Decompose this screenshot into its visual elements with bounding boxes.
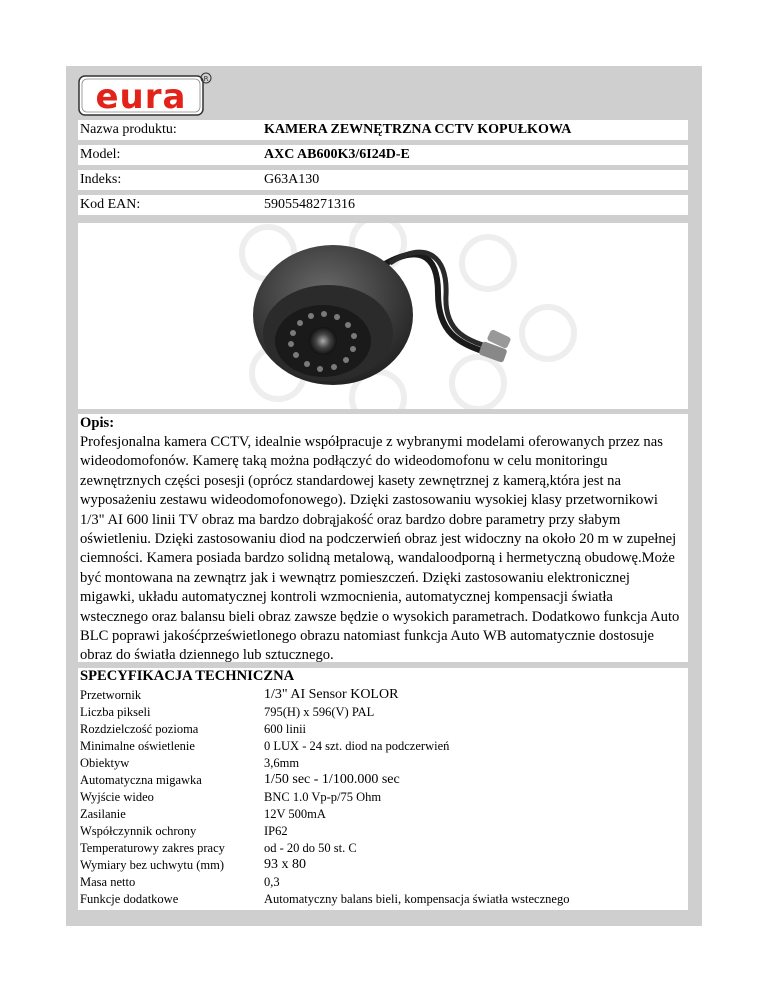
spec-key: Liczba pikseli	[80, 705, 151, 719]
spec-value: 12V 500mA	[264, 807, 326, 821]
dome-camera-image	[78, 223, 688, 409]
spec-key: Rozdzielczość pozioma	[80, 722, 199, 736]
spec-row	[78, 721, 688, 738]
spec-row	[78, 840, 688, 857]
spec-key: Przetwornik	[80, 688, 142, 702]
spec-row	[78, 823, 688, 840]
spec-key: Masa netto	[80, 875, 136, 889]
spec-key: Wyjście wideo	[80, 790, 154, 804]
spec-key: Obiektyw	[80, 756, 130, 770]
spec-key: Funkcje dodatkowe	[80, 892, 179, 906]
product-name-row	[78, 120, 688, 140]
spec-row	[78, 687, 688, 704]
spec-key: Wymiary bez uchwytu (mm)	[80, 858, 224, 872]
product-name-label: Nazwa produktu:	[80, 122, 177, 137]
spec-key: Minimalne oświetlenie	[80, 739, 195, 753]
spec-row	[78, 738, 688, 755]
product-name-value: KAMERA ZEWNĘTRZNA CCTV KOPUŁKOWA	[264, 122, 572, 137]
spec-key: Temperaturowy zakres pracy	[80, 841, 225, 855]
ean-value: 5905548271316	[264, 197, 355, 212]
index-value: G63A130	[264, 172, 320, 187]
model-row	[78, 145, 688, 165]
svg-text:eura: eura	[95, 77, 187, 116]
spec-value: od - 20 do 50 st. C	[264, 841, 357, 855]
spec-key: Współczynnik ochrony	[80, 824, 197, 838]
model-value: AXC AB600K3/6I24D-E	[264, 147, 410, 162]
spec-row	[78, 755, 688, 772]
ean-row	[78, 195, 688, 215]
description-title: Opis:	[80, 415, 115, 431]
description-text: Profesjonalna kamera CCTV, idealnie współpracuje z wybranymi modelami oferowanych przez nas wideodomofonów. Kamerę taką można podłączyć do wideodomofonu w celu monitoringu zewnętrznych części posesji (oprócz standardowej kasety zewnętrznej z kamerą,która jest na wyposażeniu zestawu wideodomofonowego). Dzięki zastosowaniu wysokiej klasy przetwornikowi 1/3" AI 600 linii TV obraz ma bardzo dobrąjakość oraz bardzo dobre parametry przy słabym oświetleniu. Dzięki zastosowaniu diod na podczerwień obraz jest widoczny na około 20 m w zupełnej ciemności. Kamera posiada bardzo solidną metalową, wandaloodporną i hermetyczną obudowę.Może być montowana na zewnątrz jak i wewnątrz pomieszczeń. Dzięki zastosowaniu elektronicznej migawki, układu automatycznej kontroli wzmocnienia, automatycznej kompensacji światła wstecznego oraz balansu bieli obraz zawsze będzie o wysokich parametrach. Dodatkowo funkcja Auto BLC poprawi jakośćprześwietlonego obrazu natomiast funkcja Auto WB automatycznie dostosuje obraz do światła dziennego lub sztucznego.	[80, 434, 680, 664]
spec-value: IP62	[264, 824, 288, 838]
spec-value: 795(H) x 596(V) PAL	[264, 705, 375, 719]
eura-logo	[78, 72, 212, 116]
description-section	[78, 414, 688, 662]
camera-lens	[309, 327, 337, 355]
spec-value: 1/50 sec - 1/100.000 sec	[264, 772, 400, 787]
ean-label: Kod EAN:	[80, 197, 141, 212]
spec-section	[78, 668, 688, 910]
spec-value: 93 x 80	[264, 857, 306, 872]
spec-row	[78, 857, 688, 874]
index-label: Indeks:	[80, 172, 122, 187]
spec-value: 600 linii	[264, 722, 307, 736]
spec-title: SPECYFIKACJA TECHNICZNA	[80, 668, 295, 684]
product-photo	[78, 223, 688, 409]
spec-key: Automatyczna migawka	[80, 773, 202, 787]
spec-row	[78, 772, 688, 789]
spec-value: BNC 1.0 Vp-p/75 Ohm	[264, 790, 382, 804]
spec-row	[78, 806, 688, 823]
spec-row	[78, 704, 688, 721]
spec-value: 1/3" AI Sensor KOLOR	[264, 687, 399, 702]
index-row	[78, 170, 688, 190]
spec-value: 0,3	[264, 875, 280, 889]
svg-text:R: R	[203, 75, 209, 83]
spec-key: Zasilanie	[80, 807, 126, 821]
model-label: Model:	[80, 147, 121, 162]
spec-value: 3,6mm	[264, 756, 300, 770]
spec-row	[78, 874, 688, 891]
spec-value: 0 LUX - 24 szt. diod na podczerwień	[264, 739, 450, 753]
spec-value: Automatyczny balans bieli, kompensacja światła wstecznego	[264, 892, 570, 906]
spec-row	[78, 891, 688, 908]
spec-row	[78, 789, 688, 806]
